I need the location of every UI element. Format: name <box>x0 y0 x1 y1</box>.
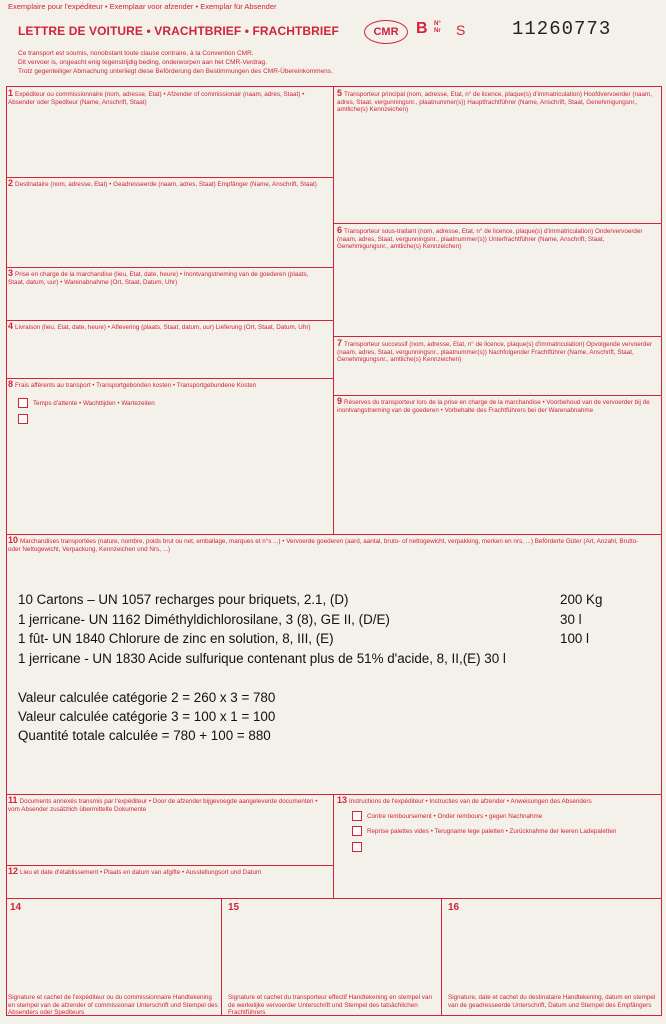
box-12-place-date: 12 Lieu et date d'établissement • Plaats en datum van afgifte • Ausstellungsort und Datum <box>8 866 262 876</box>
box-6-subcontractor: 6 Transporteur sous-traitant (nom, adresse, Etat, n° de licence, plaque(s) d'immatriculation) Ondervervoerder (naam, adres, Staat, vergunningsnr., plaatnummer(s)) Unterfrachtführer (Name, Anschrift, Staat, Genehmigungsnr., amtliche(s) Kennzeichen) <box>337 225 643 250</box>
divider <box>6 794 662 795</box>
box-4-delivery: 4 Livraison (lieu, Etat, date, heure) • Aflevering (plaats, Staat, datum, uur) Lieferung (Ort, Staat, Datum, Uhr) <box>8 321 311 331</box>
divider <box>333 794 334 898</box>
goods-qty-2: 30 l <box>560 612 582 627</box>
divider <box>333 86 334 534</box>
box-7-successive-carrier: 7 Transporteur successif (nom, adresse, Etat, n° de licence, plaque(s) d'immatriculation) Opvolgende vervoerder (naam, adres, Staat, vergunningsnr., plaatnummer(s)) Nachfolgender Frachtführer (Name, Anschrift, Staat, Genehmigungsnr., amtliche(s) Kennzeichen) <box>337 338 652 363</box>
divider <box>6 267 333 268</box>
goods-line-4: 1 jerricane - UN 1830 Acide sulfurique contenant plus de 51% d'acide, 8, II,(E) 30 l <box>18 651 506 666</box>
goods-line-2: 1 jerricane- UN 1162 Diméthyldichlorosilane, 3 (8), GE II, (D/E) <box>18 612 390 627</box>
box-1-sender: 1 Expéditeur ou commissionnaire (nom, adresse, Etat) • Afzender of commissionair (naam, adres, Staat) • Absender oder Spediteur (Name, Anschrift, Staat) <box>8 88 305 106</box>
box-16-number: 16 <box>448 902 460 913</box>
checkbox[interactable] <box>18 414 28 424</box>
divider <box>6 534 662 535</box>
waiting-time-option[interactable]: Temps d'attente • Wachttijden • Wartezeiten <box>18 398 155 408</box>
box-14-sender-signature: Signature et cachet de l'expéditeur ou du commissionnaire Handtekening en stempel van de afzender of commissionair Unterschrift und Stempel des Absenders oder Spediteurs <box>8 994 218 1016</box>
calculation-line-2: Valeur calculée catégorie 3 = 100 x 1 = 100 <box>18 709 276 724</box>
calculation-line-3: Quantité totale calculée = 780 + 100 = 880 <box>18 728 271 743</box>
convention-notice: Ce transport est soumis, nonobstant toute clause contraire, à la Convention CMR. Dit vervoer is, ongeacht enig tegenstrijdig beding, onderworpen aan het CMR-Verdrag. Trotz gegenteiliger Abmachung unterliegt diese Beförderung den Bestimmungen des CMR-Übereinkommens. <box>18 50 333 75</box>
cash-on-delivery-option[interactable]: Contre remboursement • Onder rembours • gegen Nachnahme <box>352 811 542 821</box>
divider <box>333 223 662 224</box>
box-11-documents: 11 Documents annexés transmis par l'expéditeur • Door de afzender bijgevoegde aangeleverde documenten • vom Absender zusätzlich übermittelte Dokumente <box>8 795 318 813</box>
box-10-goods: 10 Marchandises transportées (nature, nombre, poids brut ou net, emballage, marques et n°s ...) • Vervoerde goederen (aard, aantal, bruto- of nettogewicht, verpakking, merken en nrs, ...) Beförderte Güter (Art, Anzahl, Brutto- oder Nettogewicht, Verpackung, Kennzeichen und Nrs, ...) <box>8 535 639 553</box>
box-8-transport-costs: 8 Frais afférents au transport • Transportgebonden kosten • Transportgebundene Kosten <box>8 379 257 389</box>
checkbox[interactable] <box>352 826 362 836</box>
goods-qty-1: 200 Kg <box>560 592 603 607</box>
box-13-instructions: 13 Instructions de l'expéditeur • Instructies van de afzender • Anweisungen des Absenders <box>337 795 592 805</box>
series-letter-s: S <box>456 22 466 38</box>
box-16-consignee-signature: Signature, date et cachet du destinataire Handtekening, datum en stempel van de geadresseerde Unterschrift, Datum und Stempel des Empfängers <box>448 994 656 1009</box>
checkbox[interactable] <box>352 842 362 852</box>
goods-line-1: 10 Cartons – UN 1057 recharges pour briquets, 2.1, (D) <box>18 592 349 607</box>
box-15-number: 15 <box>228 902 240 913</box>
divider <box>6 378 333 379</box>
checkbox[interactable] <box>352 811 362 821</box>
cmr-logo: CMR <box>364 20 408 44</box>
box-2-consignee: 2 Destinataire (nom, adresse, Etat) • Geadresseerde (naam, adres, Staat) Empfänger (Name, Anschrift, Staat) <box>8 178 317 188</box>
box-15-carrier-signature: Signature et cachet du transporteur effectif Handtekening en stempel van de werkelijke vervoerder Unterschrift und Stempel des tatsächlichen Frachtführers <box>228 994 432 1016</box>
document-title: LETTRE DE VOITURE • VRACHTBRIEF • FRACHTBRIEF <box>18 24 339 38</box>
calculation-line-1: Valeur calculée catégorie 2 = 260 x 3 = 780 <box>18 690 276 705</box>
goods-qty-3: 100 l <box>560 631 590 646</box>
divider <box>6 177 333 178</box>
box-3-pickup: 3 Prise en charge de la marchandise (lieu, Etat, date, heure) • Inontvangstneming van de goederen (plaats, Staat, datum, uur) • Warenabnahme (Ort, Staat, Datum, Uhr) <box>8 268 309 286</box>
empty-pallet-return-option[interactable]: Reprise palettes vides • Terugname lege paletten • Zurücknahme der leeren Ladepaletten <box>352 826 616 836</box>
divider <box>333 395 662 396</box>
goods-line-3: 1 fût- UN 1840 Chlorure de zinc en solution, 8, III, (E) <box>18 631 334 646</box>
box-14-number: 14 <box>10 902 22 913</box>
box-9-carrier-reservations: 9 Réserves du transporteur lors de la prise en charge de la marchandise • Voorbehoud van de vervoerder bij de inontvangstneming van de goederen • Vorbehalte des Frachtführers bei der Warenabnahme <box>337 396 650 414</box>
series-letter-b: B <box>416 20 428 37</box>
extra-cost-option[interactable] <box>18 414 33 424</box>
number-label: N° Nr <box>434 21 441 34</box>
divider <box>333 336 662 337</box>
divider <box>6 898 662 899</box>
divider <box>441 898 442 1016</box>
extra-instruction-option[interactable] <box>352 842 367 852</box>
document-number: 11260773 <box>512 18 612 40</box>
divider <box>6 865 333 866</box>
divider <box>6 320 333 321</box>
divider <box>221 898 222 1016</box>
checkbox[interactable] <box>18 398 28 408</box>
box-5-main-carrier: 5 Transporteur principal (nom, adresse, Etat, n° de licence, plaque(s) d'immatriculation) Hoofdvervoerder (naam, adres, Staat, vergunningsnr., plaatnummer(s)) Hauptfrachtführer (Name, Anschrift, Staat, Genehmigungsnr., amtliche(s) Kennzeichen) <box>337 88 652 113</box>
copy-line: Exemplaire pour l'expéditeur • Exemplaar voor afzender • Exemplar für Absender <box>8 2 277 11</box>
